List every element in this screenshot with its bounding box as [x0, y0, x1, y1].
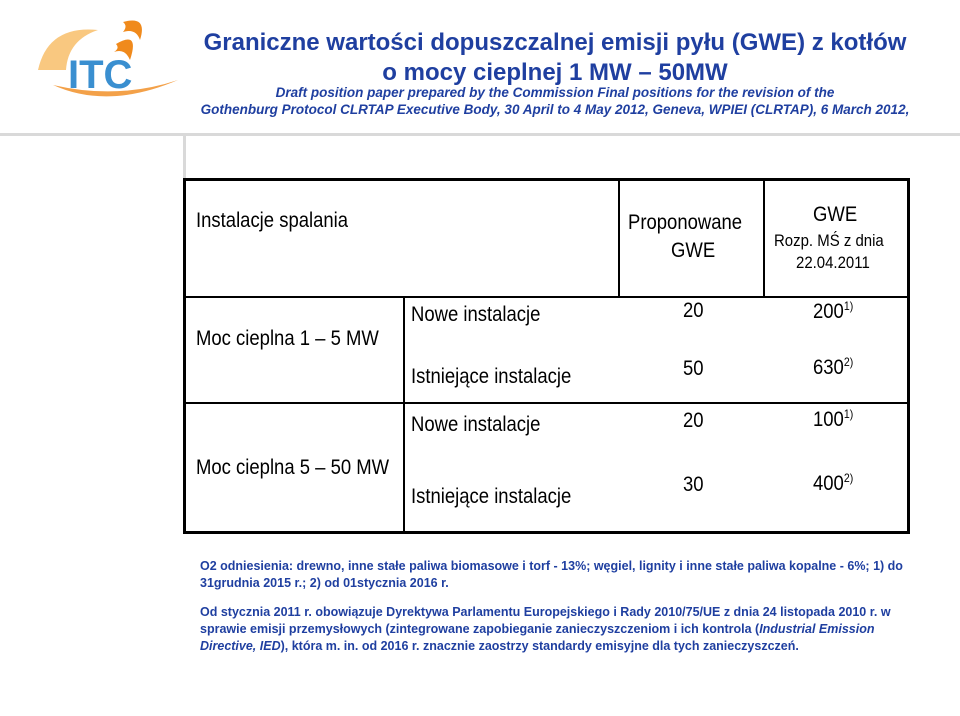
title-line-2: o mocy cieplnej 1 MW – 50MW	[382, 59, 728, 86]
proposed-value: 30	[683, 473, 704, 496]
note-directive-text-end: ), która m. in. od 2016 r. znacznie zaostrzy standardy emisyjne dla tych zanieczyszczeń.	[280, 639, 799, 653]
row-divider	[186, 296, 907, 298]
subtitle-line-1: Draft position paper prepared by the Commission Final positions for the revision of the	[275, 85, 835, 100]
proposed-value: 20	[683, 409, 704, 432]
header-proposed: Proponowane	[628, 211, 743, 234]
note-directive-text: Od stycznia 2011 r. obowiązuje Dyrektywa Parlamentu Europejskiego i Rady 2010/75/UE z dnia 24 listopada 2010 r. w sprawie emisji przemysłowych (zintegrowane zapobieganie zanieczyszczeniom i ich kontrola (	[200, 605, 891, 636]
subtitle-line-2: Gothenburg Protocol CLRTAP Executive Body, 30 April to 4 May 2012, Geneva, WPIEI (CLRTAP), 6 March 2012,	[200, 102, 910, 117]
page-title	[195, 28, 915, 88]
note-directive	[200, 604, 930, 655]
proposed-value: 50	[683, 357, 704, 380]
title-line-1: Graniczne wartości dopuszczalnej emisji pyłu (GWE) z kotłów	[203, 29, 907, 56]
header-installations: Instalacje spalania	[196, 209, 349, 232]
proposed-value: 20	[683, 299, 704, 322]
header-proposed-gwe: GWE	[671, 239, 716, 262]
install-type: Istniejące instalacje	[411, 485, 572, 508]
install-type: Istniejące instalacje	[411, 365, 572, 388]
current-value: 200$^{1)}$	[813, 299, 854, 323]
frame-divider	[183, 133, 186, 179]
header-regulation: Rozp. MŚ z dnia	[774, 231, 884, 250]
install-type: Nowe instalacje	[411, 413, 541, 436]
header-regulation-date: 22.04.2011	[796, 253, 870, 272]
emission-table	[183, 178, 910, 534]
col-divider	[618, 181, 620, 296]
logo-text: ITC	[68, 53, 133, 97]
col-divider	[403, 296, 405, 534]
current-value: 400$^{2)}$	[813, 471, 854, 495]
group-label: Moc cieplna 5 – 50 MW	[196, 456, 390, 479]
page-subtitle	[195, 84, 915, 118]
header-gwe: GWE	[813, 203, 858, 226]
row-divider	[186, 402, 907, 404]
itc-logo	[28, 10, 188, 110]
current-value: 100$^{1)}$	[813, 407, 854, 431]
note-reference-oxygen: O2 odniesienia: drewno, inne stałe paliwa biomasowe i torf - 13%; węgiel, lignity i inne stałe paliwa kopalne - 6%; 1) do 31grudnia 2015 r.; 2) od 01stycznia 2016 r.	[200, 559, 903, 590]
current-value: 630$^{2)}$	[813, 355, 854, 379]
col-divider	[763, 181, 765, 296]
group-label: Moc cieplna 1 – 5 MW	[196, 327, 379, 350]
note-directive-italic: Industrial Emission Directive, IED	[200, 622, 875, 653]
install-type: Nowe instalacje	[411, 303, 541, 326]
